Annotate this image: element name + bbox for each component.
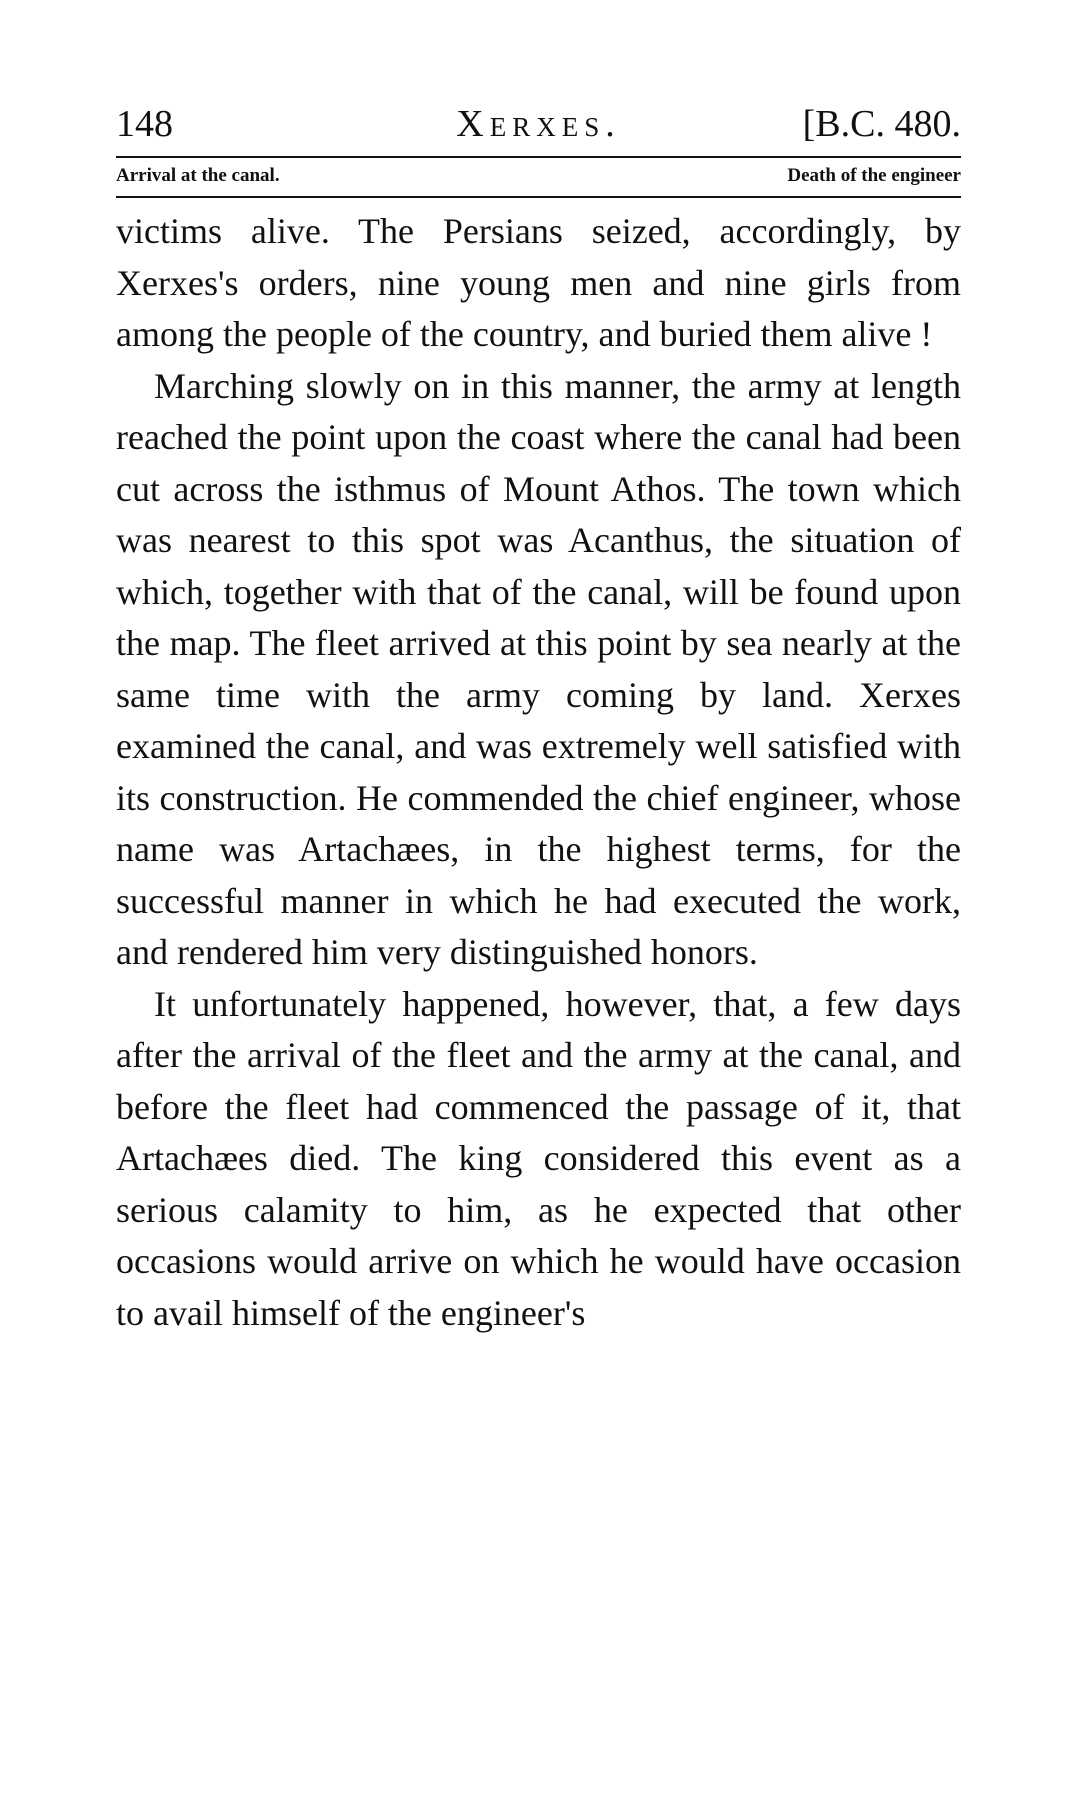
page-number: 148 xyxy=(116,103,173,145)
paragraph-death: It unfortunately happened, however, that, a few days after the arrival of the fleet and the army at the canal, and before the fleet had commenced the passage of it, that Artachæes died. The king considered this event as a serious calamity to him, as he expected that other occasions would arrive on which he would have occasion to avail himself of the engineer's xyxy=(116,983,961,1333)
date-reference: [B.C. 480. xyxy=(802,103,961,145)
subhead-right: Death of the engineer xyxy=(787,165,961,186)
book-title: Xerxes. xyxy=(456,103,621,145)
subhead-left: Arrival at the canal. xyxy=(116,165,280,186)
section-subheads xyxy=(116,158,961,196)
paragraph-arrival: Marching slowly on in this manner, the army at length reached the point upon the coast where the canal had been cut across the isthmus of Mount Athos. The town which was nearest to this spot was Acanthus, the situation of which, together with that of the canal, will be found upon the map. The fleet arrived at this point by sea nearly at the same time with the army coming by land. Xerxes examined the canal, and was extremely well satisfied with its construction. He commended the chief engineer, whose name was Artachæes, in the highest terms, for the successful manner in which he had executed the work, and rendered him very distinguished honors. xyxy=(116,365,961,972)
book-page xyxy=(116,88,961,1339)
body-text xyxy=(116,206,961,1339)
paragraph-continued: victims alive. The Persians seized, accordingly, by Xerxes's orders, nine young men and nine girls from among the people of the country, and buried them alive ! xyxy=(116,211,961,354)
header-rule-bottom xyxy=(116,196,961,198)
running-head xyxy=(116,88,961,156)
